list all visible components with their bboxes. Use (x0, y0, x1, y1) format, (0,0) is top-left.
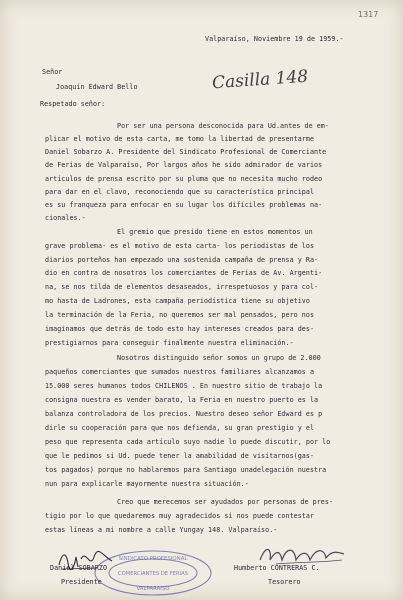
svg-text:SINDICATO PROFESIONAL: SINDICATO PROFESIONAL (118, 556, 188, 562)
body-line: Daniel Sobarzo A. Presidente del Sindicato Profesional de Comerciante (45, 148, 327, 156)
body-line: El gremio que presido tiene en estos momentos un (117, 228, 313, 236)
signatory-name-president: Daniel SOBARZO (50, 564, 108, 572)
svg-text:COMERCIANTES DE FERIAS: COMERCIANTES DE FERIAS (118, 571, 188, 577)
salutation-senor: Señor (42, 68, 63, 76)
signatory-title-president: Presidente (61, 578, 102, 586)
body-line: paqueños comerciantes que sumados nuestros familiares alcanzamos a (45, 368, 315, 376)
body-line: dirle su cooperación para que nos defienda, su gran prestigio y el (45, 424, 315, 432)
body-line: estas líneas a mi nombre a calle Yungay 148. Valparaíso.- (45, 526, 278, 534)
signatory-name-treasurer: Humberto CONTRERAS C. (234, 564, 320, 572)
body-line: diarios porteños han empezado una sostenida campaña de prensa y Ra- (45, 256, 319, 264)
archive-number: 1317 (358, 10, 379, 19)
body-line: imaginamos que detrás de todo esto hay intereses creados para des- (45, 325, 315, 333)
body-line: na, se nos tilda de elementos desaseados, irrespetuosos y para col- (45, 283, 319, 291)
body-line: para dar en el clavo, reconociendo que su característica principal (45, 188, 315, 196)
body-line: de Ferias de Valparaíso, Por largos años he sido admirador de varios (45, 161, 323, 169)
body-line: artículos de prensa escrito por su pluma que no necesita mucho rodeo (45, 175, 323, 183)
signatory-title-treasurer: Tesorero (268, 578, 301, 586)
body-line: dio en contra de nosotros los comerciantes de Ferias de Av. Argenti- (45, 269, 323, 277)
svg-text:VALPARAISO: VALPARAISO (136, 586, 170, 592)
body-line: Creo que merecemos ser ayudados por personas de pres- (117, 498, 334, 506)
addressee-name: Joaquín Edward Bello (56, 83, 138, 91)
body-line: cionales.- (45, 214, 86, 222)
body-line: Por ser una persona desconocida para Ud.antes de em- (117, 122, 329, 130)
body-line: tos pagados) porque no hablaremos para Santiago unadelegación nuestra (45, 466, 327, 474)
body-line: plicar el motivo de esta carta, me tomo la libertad de presentarme (45, 135, 315, 143)
date-line: Valparaíso, Noviembre 19 de 1959.- (205, 35, 344, 43)
body-line: nun para explicarle mayormente nuestra situación.- (45, 480, 249, 488)
body-line: que le pedimos si Ud. puede tener la amabilidad de visitarnos(gas- (45, 452, 315, 460)
handwritten-casilla-note: Casilla 148 (211, 66, 309, 94)
body-line: mo hasta de Ladrones, esta campaña periodística tiene su objetivo (45, 297, 310, 305)
body-line: es su franqueza para enfocar en su lugar los difíciles problemas na- (45, 201, 323, 209)
body-line: consigna nuestra es vender barato, la Feria en nuestro puerto es la (45, 396, 319, 404)
body-line: prestigiarnos para conseguir finalmente nuestra eliminación.- (45, 339, 294, 347)
body-line: la terminación de la Feria, no queremos ser mal pensados, pero nos (45, 311, 315, 319)
body-line: balanza controladora de los precios. Nuestro deseo señor Edward es p (45, 410, 323, 418)
body-line: tigio por lo que quedaremos muy agradecidos si nos puede contestar (45, 512, 315, 520)
body-line: Nosotros distinguido señor somos un grupo de 2.000 (117, 354, 321, 362)
body-line: peso que representa cada artículo suyo nadie lo puede discutir, por lo (45, 438, 331, 446)
salutation-respetado: Respetado señor: (40, 100, 106, 108)
body-line: grave problema- es el motivo de esta carta- los periodistas de los (45, 242, 315, 250)
body-line: 15.000 seres humanos todos CHILENOS . En nuestro sitio de trabajo la (45, 382, 323, 390)
